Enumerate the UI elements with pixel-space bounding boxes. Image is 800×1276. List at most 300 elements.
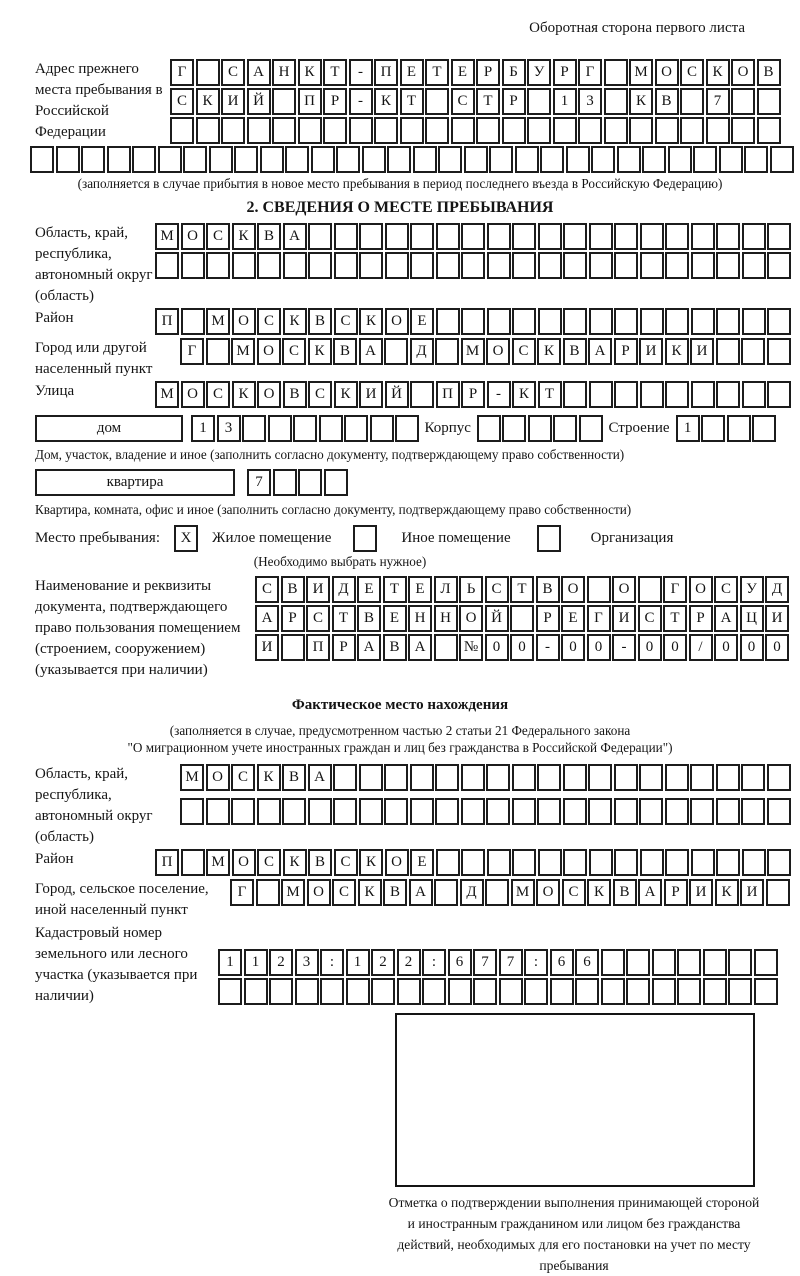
char-cell[interactable]: С: [282, 338, 306, 365]
char-cell[interactable]: [677, 949, 701, 976]
char-cell[interactable]: [731, 117, 755, 144]
char-cell[interactable]: [410, 798, 434, 825]
char-cell[interactable]: [728, 978, 752, 1005]
char-cell[interactable]: [767, 338, 791, 365]
char-cell[interactable]: Р: [536, 605, 560, 632]
char-cell[interactable]: [742, 849, 766, 876]
char-cell[interactable]: [579, 415, 603, 442]
char-cell[interactable]: [639, 764, 663, 791]
char-cell[interactable]: А: [408, 634, 432, 661]
char-cell[interactable]: Н: [272, 59, 296, 86]
char-cell[interactable]: [757, 117, 781, 144]
char-cell[interactable]: 6: [550, 949, 574, 976]
char-cell[interactable]: [742, 381, 766, 408]
char-cell[interactable]: [626, 978, 650, 1005]
char-cell[interactable]: А: [714, 605, 738, 632]
char-cell[interactable]: [731, 88, 755, 115]
char-cell[interactable]: [589, 849, 613, 876]
char-cell[interactable]: К: [358, 879, 382, 906]
char-cell[interactable]: [538, 308, 562, 335]
char-cell[interactable]: [206, 252, 230, 279]
char-cell[interactable]: А: [409, 879, 433, 906]
char-cell[interactable]: [589, 308, 613, 335]
char-cell[interactable]: [107, 146, 131, 173]
char-cell[interactable]: И: [690, 338, 714, 365]
char-cell[interactable]: К: [334, 381, 358, 408]
char-cell[interactable]: [742, 308, 766, 335]
char-cell[interactable]: :: [524, 949, 548, 976]
char-cell[interactable]: [436, 252, 460, 279]
char-cell[interactable]: [461, 223, 485, 250]
char-cell[interactable]: [242, 415, 266, 442]
char-cell[interactable]: [155, 252, 179, 279]
char-cell[interactable]: [359, 252, 383, 279]
char-cell[interactable]: О: [257, 338, 281, 365]
char-cell[interactable]: Р: [323, 88, 347, 115]
char-cell[interactable]: [716, 338, 740, 365]
char-cell[interactable]: [196, 117, 220, 144]
char-cell[interactable]: Ь: [459, 576, 483, 603]
char-cell[interactable]: И: [765, 605, 789, 632]
char-cell[interactable]: Е: [400, 59, 424, 86]
char-cell[interactable]: [268, 415, 292, 442]
char-cell[interactable]: [642, 146, 666, 173]
char-cell[interactable]: [209, 146, 233, 173]
char-cell[interactable]: [324, 469, 348, 496]
char-cell[interactable]: С: [638, 605, 662, 632]
char-cell[interactable]: И: [221, 88, 245, 115]
char-cell[interactable]: И: [689, 879, 713, 906]
char-cell[interactable]: В: [281, 576, 305, 603]
char-cell[interactable]: [410, 223, 434, 250]
char-cell[interactable]: С: [308, 381, 332, 408]
char-cell[interactable]: О: [536, 879, 560, 906]
char-cell[interactable]: [640, 252, 664, 279]
char-cell[interactable]: [81, 146, 105, 173]
char-cell[interactable]: №: [459, 634, 483, 661]
char-cell[interactable]: [665, 223, 689, 250]
char-cell[interactable]: К: [374, 88, 398, 115]
char-cell[interactable]: Е: [408, 576, 432, 603]
char-cell[interactable]: Р: [461, 381, 485, 408]
char-cell[interactable]: -: [487, 381, 511, 408]
char-cell[interactable]: 1: [191, 415, 215, 442]
char-cell[interactable]: [436, 849, 460, 876]
char-cell[interactable]: С: [680, 59, 704, 86]
char-cell[interactable]: [538, 252, 562, 279]
char-cell[interactable]: [767, 849, 791, 876]
char-cell[interactable]: А: [308, 764, 332, 791]
char-cell[interactable]: [538, 849, 562, 876]
char-cell[interactable]: А: [255, 605, 279, 632]
char-cell[interactable]: М: [155, 381, 179, 408]
char-cell[interactable]: [652, 949, 676, 976]
char-cell[interactable]: К: [706, 59, 730, 86]
char-cell[interactable]: [742, 223, 766, 250]
char-cell[interactable]: -: [536, 634, 560, 661]
char-cell[interactable]: [701, 415, 725, 442]
char-cell[interactable]: [566, 146, 590, 173]
char-cell[interactable]: [770, 146, 794, 173]
char-cell[interactable]: [665, 381, 689, 408]
char-cell[interactable]: [359, 798, 383, 825]
char-cell[interactable]: Р: [689, 605, 713, 632]
char-cell[interactable]: [601, 978, 625, 1005]
char-cell[interactable]: 1: [244, 949, 268, 976]
char-cell[interactable]: В: [333, 338, 357, 365]
char-cell[interactable]: [563, 252, 587, 279]
char-cell[interactable]: В: [257, 223, 281, 250]
char-cell[interactable]: [629, 117, 653, 144]
char-cell[interactable]: -: [612, 634, 636, 661]
char-cell[interactable]: [260, 146, 284, 173]
char-cell[interactable]: [269, 978, 293, 1005]
char-cell[interactable]: [741, 798, 765, 825]
char-cell[interactable]: В: [282, 764, 306, 791]
char-cell[interactable]: [385, 252, 409, 279]
char-cell[interactable]: О: [181, 223, 205, 250]
char-cell[interactable]: [690, 798, 714, 825]
char-cell[interactable]: В: [613, 879, 637, 906]
char-cell[interactable]: [285, 146, 309, 173]
char-cell[interactable]: С: [231, 764, 255, 791]
char-cell[interactable]: И: [740, 879, 764, 906]
char-cell[interactable]: [435, 798, 459, 825]
char-cell[interactable]: [614, 308, 638, 335]
char-cell[interactable]: Р: [664, 879, 688, 906]
char-cell[interactable]: [677, 978, 701, 1005]
char-cell[interactable]: М: [206, 308, 230, 335]
char-cell[interactable]: В: [655, 88, 679, 115]
char-cell[interactable]: П: [298, 88, 322, 115]
char-cell[interactable]: П: [306, 634, 330, 661]
char-cell[interactable]: [538, 223, 562, 250]
char-cell[interactable]: Т: [332, 605, 356, 632]
char-cell[interactable]: Н: [408, 605, 432, 632]
char-cell[interactable]: [639, 798, 663, 825]
char-cell[interactable]: 6: [448, 949, 472, 976]
char-cell[interactable]: [181, 308, 205, 335]
char-cell[interactable]: [410, 764, 434, 791]
char-cell[interactable]: [308, 252, 332, 279]
char-cell[interactable]: А: [359, 338, 383, 365]
char-cell[interactable]: У: [527, 59, 551, 86]
char-cell[interactable]: А: [247, 59, 271, 86]
char-cell[interactable]: [614, 764, 638, 791]
char-cell[interactable]: [56, 146, 80, 173]
char-cell[interactable]: [370, 415, 394, 442]
char-cell[interactable]: [691, 223, 715, 250]
char-cell[interactable]: 0: [714, 634, 738, 661]
char-cell[interactable]: [247, 117, 271, 144]
char-cell[interactable]: О: [731, 59, 755, 86]
char-cell[interactable]: Д: [765, 576, 789, 603]
char-cell[interactable]: 0: [638, 634, 662, 661]
char-cell[interactable]: Т: [510, 576, 534, 603]
char-cell[interactable]: [435, 338, 459, 365]
char-cell[interactable]: Т: [476, 88, 500, 115]
char-cell[interactable]: П: [436, 381, 460, 408]
char-cell[interactable]: [256, 879, 280, 906]
char-cell[interactable]: [283, 252, 307, 279]
char-cell[interactable]: Й: [247, 88, 271, 115]
char-cell[interactable]: [333, 764, 357, 791]
char-cell[interactable]: Т: [425, 59, 449, 86]
char-cell[interactable]: [563, 798, 587, 825]
char-cell[interactable]: [550, 978, 574, 1005]
char-cell[interactable]: [387, 146, 411, 173]
char-cell[interactable]: Б: [502, 59, 526, 86]
char-cell[interactable]: -: [349, 88, 373, 115]
char-cell[interactable]: [640, 223, 664, 250]
char-cell[interactable]: [665, 798, 689, 825]
char-cell[interactable]: С: [714, 576, 738, 603]
char-cell[interactable]: [617, 146, 641, 173]
char-cell[interactable]: [410, 252, 434, 279]
char-cell[interactable]: К: [308, 338, 332, 365]
char-cell[interactable]: Е: [357, 576, 381, 603]
char-cell[interactable]: [359, 223, 383, 250]
char-cell[interactable]: Г: [180, 338, 204, 365]
char-cell[interactable]: С: [257, 849, 281, 876]
char-cell[interactable]: [527, 88, 551, 115]
char-cell[interactable]: [308, 223, 332, 250]
char-cell[interactable]: В: [563, 338, 587, 365]
char-cell[interactable]: [604, 59, 628, 86]
char-cell[interactable]: [512, 308, 536, 335]
char-cell[interactable]: [716, 849, 740, 876]
char-cell[interactable]: [410, 381, 434, 408]
char-cell[interactable]: С: [206, 223, 230, 250]
char-cell[interactable]: [422, 978, 446, 1005]
char-cell[interactable]: [665, 849, 689, 876]
char-cell[interactable]: [614, 849, 638, 876]
checkbox-other-premises[interactable]: [353, 525, 377, 552]
char-cell[interactable]: [716, 798, 740, 825]
char-cell[interactable]: Й: [485, 605, 509, 632]
char-cell[interactable]: [691, 381, 715, 408]
char-cell[interactable]: [362, 146, 386, 173]
char-cell[interactable]: [540, 146, 564, 173]
char-cell[interactable]: Л: [434, 576, 458, 603]
char-cell[interactable]: М: [629, 59, 653, 86]
char-cell[interactable]: В: [383, 634, 407, 661]
char-cell[interactable]: [273, 469, 297, 496]
char-cell[interactable]: Е: [410, 308, 434, 335]
char-cell[interactable]: В: [283, 381, 307, 408]
char-cell[interactable]: [231, 798, 255, 825]
char-cell[interactable]: [728, 949, 752, 976]
char-cell[interactable]: [716, 381, 740, 408]
char-cell[interactable]: [614, 223, 638, 250]
char-cell[interactable]: [487, 252, 511, 279]
char-cell[interactable]: О: [257, 381, 281, 408]
char-cell[interactable]: [487, 223, 511, 250]
char-cell[interactable]: 3: [217, 415, 241, 442]
char-cell[interactable]: [257, 798, 281, 825]
char-cell[interactable]: [132, 146, 156, 173]
char-cell[interactable]: О: [689, 576, 713, 603]
char-cell[interactable]: О: [206, 764, 230, 791]
char-cell[interactable]: [691, 308, 715, 335]
char-cell[interactable]: -: [349, 59, 373, 86]
char-cell[interactable]: [308, 798, 332, 825]
char-cell[interactable]: А: [638, 879, 662, 906]
char-cell[interactable]: 1: [553, 88, 577, 115]
char-cell[interactable]: [336, 146, 360, 173]
char-cell[interactable]: [563, 381, 587, 408]
char-cell[interactable]: С: [512, 338, 536, 365]
char-cell[interactable]: [489, 146, 513, 173]
char-cell[interactable]: [461, 308, 485, 335]
char-cell[interactable]: К: [232, 381, 256, 408]
char-cell[interactable]: Ц: [740, 605, 764, 632]
char-cell[interactable]: А: [588, 338, 612, 365]
char-cell[interactable]: [512, 764, 536, 791]
char-cell[interactable]: 6: [575, 949, 599, 976]
char-cell[interactable]: 0: [510, 634, 534, 661]
char-cell[interactable]: Р: [281, 605, 305, 632]
char-cell[interactable]: [716, 223, 740, 250]
char-cell[interactable]: М: [281, 879, 305, 906]
char-cell[interactable]: 0: [485, 634, 509, 661]
char-cell[interactable]: [680, 88, 704, 115]
char-cell[interactable]: 7: [706, 88, 730, 115]
char-cell[interactable]: М: [206, 849, 230, 876]
char-cell[interactable]: [232, 252, 256, 279]
char-cell[interactable]: [589, 223, 613, 250]
char-cell[interactable]: К: [629, 88, 653, 115]
char-cell[interactable]: [512, 849, 536, 876]
char-cell[interactable]: [244, 978, 268, 1005]
char-cell[interactable]: [528, 415, 552, 442]
char-cell[interactable]: [461, 798, 485, 825]
char-cell[interactable]: [170, 117, 194, 144]
char-cell[interactable]: О: [486, 338, 510, 365]
char-cell[interactable]: [515, 146, 539, 173]
char-cell[interactable]: Р: [476, 59, 500, 86]
char-cell[interactable]: Р: [332, 634, 356, 661]
char-cell[interactable]: 0: [561, 634, 585, 661]
char-cell[interactable]: Д: [460, 879, 484, 906]
char-cell[interactable]: Г: [170, 59, 194, 86]
char-cell[interactable]: [272, 88, 296, 115]
char-cell[interactable]: К: [537, 338, 561, 365]
char-cell[interactable]: [626, 949, 650, 976]
char-cell[interactable]: [395, 415, 419, 442]
char-cell[interactable]: С: [221, 59, 245, 86]
char-cell[interactable]: [668, 146, 692, 173]
char-cell[interactable]: [323, 117, 347, 144]
char-cell[interactable]: С: [257, 308, 281, 335]
char-cell[interactable]: [716, 764, 740, 791]
char-cell[interactable]: [587, 576, 611, 603]
char-cell[interactable]: [346, 978, 370, 1005]
char-cell[interactable]: [206, 798, 230, 825]
char-cell[interactable]: [691, 252, 715, 279]
char-cell[interactable]: [563, 223, 587, 250]
checkbox-organization[interactable]: [537, 525, 561, 552]
char-cell[interactable]: [434, 879, 458, 906]
char-cell[interactable]: [604, 117, 628, 144]
char-cell[interactable]: [563, 764, 587, 791]
char-cell[interactable]: Е: [451, 59, 475, 86]
char-cell[interactable]: [741, 764, 765, 791]
char-cell[interactable]: [180, 798, 204, 825]
char-cell[interactable]: [767, 223, 791, 250]
char-cell[interactable]: [767, 381, 791, 408]
char-cell[interactable]: Е: [410, 849, 434, 876]
char-cell[interactable]: [652, 978, 676, 1005]
char-cell[interactable]: [293, 415, 317, 442]
char-cell[interactable]: С: [451, 88, 475, 115]
char-cell[interactable]: [512, 223, 536, 250]
char-cell[interactable]: [575, 978, 599, 1005]
char-cell[interactable]: П: [155, 849, 179, 876]
char-cell[interactable]: [767, 308, 791, 335]
char-cell[interactable]: 7: [499, 949, 523, 976]
char-cell[interactable]: О: [232, 308, 256, 335]
char-cell[interactable]: Г: [230, 879, 254, 906]
char-cell[interactable]: Н: [434, 605, 458, 632]
char-cell[interactable]: [298, 469, 322, 496]
char-cell[interactable]: [591, 146, 615, 173]
char-cell[interactable]: [691, 849, 715, 876]
char-cell[interactable]: А: [357, 634, 381, 661]
char-cell[interactable]: Й: [385, 381, 409, 408]
char-cell[interactable]: 7: [473, 949, 497, 976]
char-cell[interactable]: [601, 949, 625, 976]
char-cell[interactable]: С: [334, 308, 358, 335]
char-cell[interactable]: К: [283, 849, 307, 876]
char-cell[interactable]: О: [385, 308, 409, 335]
char-cell[interactable]: [461, 252, 485, 279]
char-cell[interactable]: 3: [295, 949, 319, 976]
char-cell[interactable]: [400, 117, 424, 144]
char-cell[interactable]: [435, 764, 459, 791]
char-cell[interactable]: [766, 879, 790, 906]
char-cell[interactable]: [298, 117, 322, 144]
char-cell[interactable]: [384, 338, 408, 365]
char-cell[interactable]: [741, 338, 765, 365]
char-cell[interactable]: [295, 978, 319, 1005]
char-cell[interactable]: М: [155, 223, 179, 250]
char-cell[interactable]: [512, 252, 536, 279]
char-cell[interactable]: В: [308, 308, 332, 335]
char-cell[interactable]: Д: [332, 576, 356, 603]
char-cell[interactable]: 0: [663, 634, 687, 661]
char-cell[interactable]: У: [740, 576, 764, 603]
char-cell[interactable]: Т: [400, 88, 424, 115]
char-cell[interactable]: [499, 978, 523, 1005]
char-cell[interactable]: [30, 146, 54, 173]
char-cell[interactable]: [461, 849, 485, 876]
char-cell[interactable]: 0: [587, 634, 611, 661]
char-cell[interactable]: В: [757, 59, 781, 86]
char-cell[interactable]: [334, 252, 358, 279]
char-cell[interactable]: [502, 117, 526, 144]
char-cell[interactable]: [665, 308, 689, 335]
char-cell[interactable]: [319, 415, 343, 442]
char-cell[interactable]: [638, 576, 662, 603]
char-cell[interactable]: К: [665, 338, 689, 365]
char-cell[interactable]: М: [231, 338, 255, 365]
char-cell[interactable]: [510, 605, 534, 632]
char-cell[interactable]: [359, 764, 383, 791]
char-cell[interactable]: [461, 764, 485, 791]
char-cell[interactable]: [413, 146, 437, 173]
char-cell[interactable]: К: [283, 308, 307, 335]
